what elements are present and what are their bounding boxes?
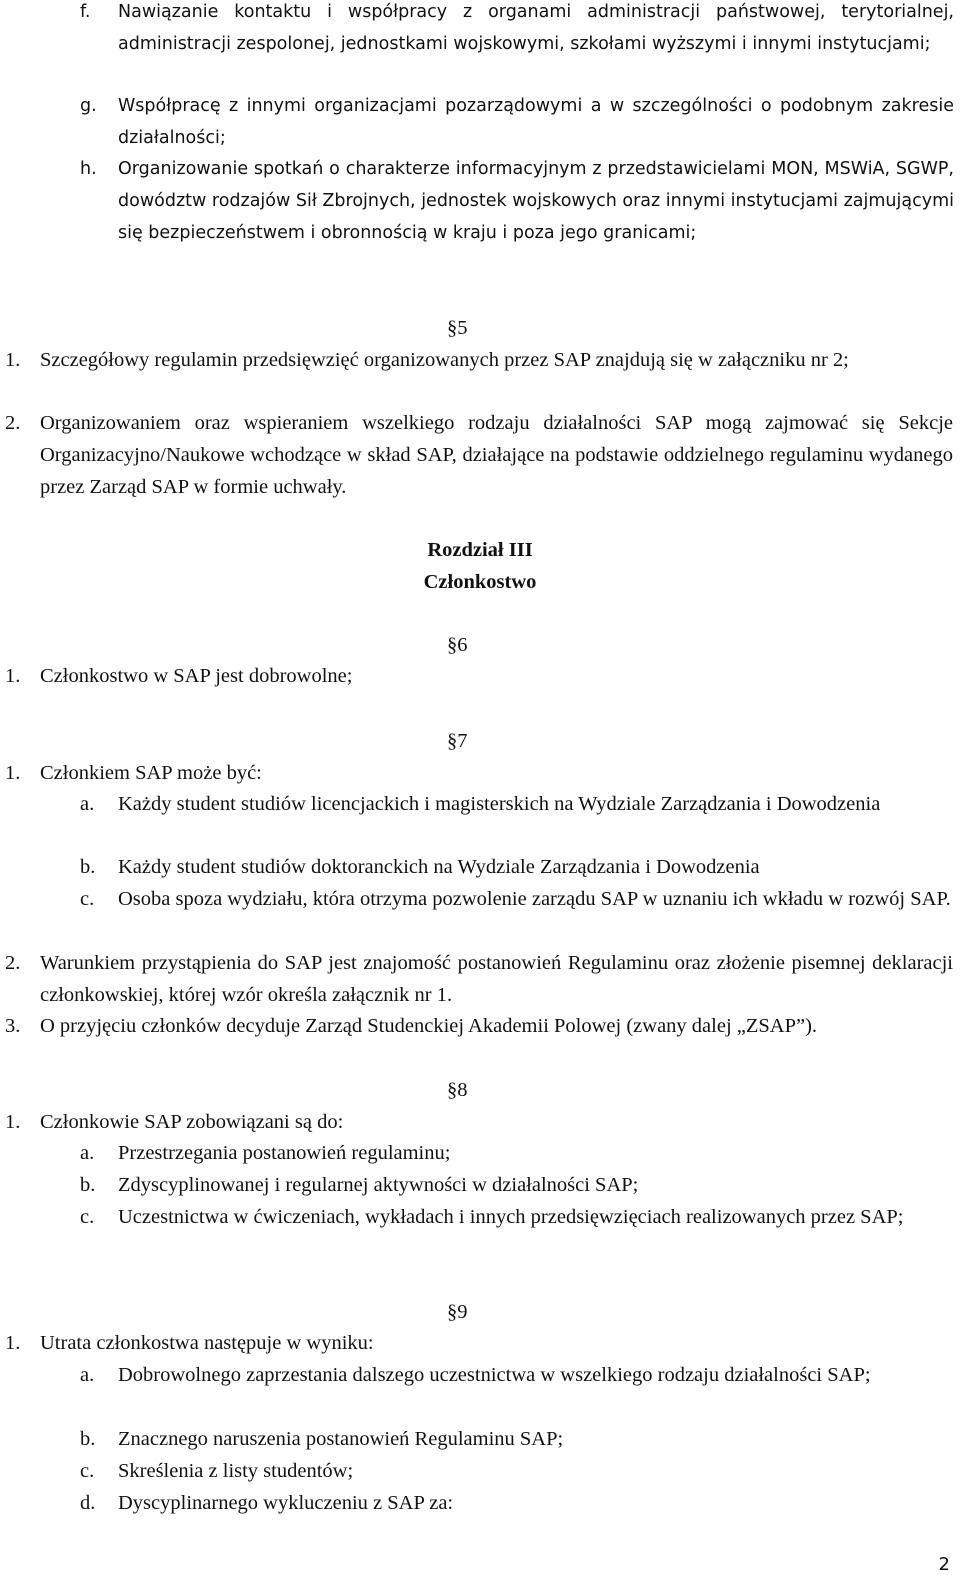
list-marker: c. — [80, 888, 95, 910]
paragraph-heading-5: §5 — [447, 317, 468, 339]
sub-list-item — [80, 1137, 954, 1169]
list-item — [5, 660, 953, 692]
list-marker: 3. — [5, 1015, 21, 1037]
list-item-text: Przestrzegania postanowień regulaminu; — [118, 1142, 451, 1164]
list-item-text: Utrata członkostwa następuje w wyniku: — [40, 1332, 374, 1354]
paragraph-heading-8: §8 — [447, 1079, 468, 1101]
sub-list-item — [80, 883, 954, 947]
list-item-text: Osoba spoza wydziału, która otrzyma pozwolenie zarządu SAP w uznaniu ich wkładu w rozwój SAP. — [118, 888, 951, 910]
list-item-text: Członkiem SAP może być: — [40, 762, 262, 784]
list-item-text: Organizowanie spotkań o charakterze informacyjnym z przedstawicielami MON, MSWiA, SGWP, dowództw rodzajów Sił Zbrojnych, jednostek wojskowych oraz innymi instytucjami zajmującymi się bezpieczeństwem i obronnością w kraju i poza jego granicami; — [118, 159, 954, 243]
list-item-g — [80, 90, 954, 154]
list-item — [5, 947, 953, 1011]
sub-list-item — [80, 1423, 954, 1455]
list-marker: 1. — [5, 349, 21, 371]
sub-list-item — [80, 1169, 954, 1201]
list-item — [5, 1010, 953, 1042]
list-marker: b. — [80, 1174, 96, 1196]
paragraph-heading-9: §9 — [447, 1301, 468, 1323]
list-item-text: Uczestnictwa w ćwiczeniach, wykładach i innych przedsięwzięciach realizowanych przez SAP; — [118, 1206, 904, 1228]
list-marker: 1. — [5, 665, 21, 687]
chapter-subtitle: Członkostwo — [423, 571, 537, 593]
list-item-text: Współpracę z innymi organizacjami pozarządowymi a w szczególności o podobnym zakresie działalności; — [118, 96, 954, 148]
list-item-text: Zdyscyplinowanej i regularnej aktywności w działalności SAP; — [118, 1174, 639, 1196]
list-marker: g. — [80, 96, 97, 116]
sub-list-item — [80, 1201, 954, 1265]
paragraph-heading-7: §7 — [447, 730, 468, 752]
sub-list-item — [80, 1487, 954, 1519]
list-marker: a. — [80, 1142, 95, 1164]
list-item — [5, 344, 953, 408]
list-marker: 2. — [5, 952, 21, 974]
list-item-text: Znacznego naruszenia postanowień Regulaminu SAP; — [118, 1428, 564, 1450]
list-item-text: Szczegółowy regulamin przedsięwzięć organizowanych przez SAP znajdują się w załączniku nr 2; — [40, 349, 849, 371]
list-marker: a. — [80, 1364, 95, 1386]
list-marker: 2. — [5, 412, 21, 434]
sub-list-item — [80, 788, 954, 852]
chapter-title: Rozdział III — [427, 539, 533, 561]
list-marker: b. — [80, 856, 96, 878]
list-item-text: Członkostwo w SAP jest dobrowolne; — [40, 665, 353, 687]
list-item — [5, 1106, 953, 1138]
list-item-text: Dyscyplinarnego wykluczeniu z SAP za: — [118, 1492, 454, 1514]
sub-list-item — [80, 1359, 954, 1423]
list-marker: c. — [80, 1206, 95, 1228]
list-marker: c. — [80, 1460, 95, 1482]
list-item-text: Każdy student studiów licencjackich i magisterskich na Wydziale Zarządzania i Dowodzenia — [118, 793, 881, 815]
sub-list-item — [80, 1455, 954, 1487]
list-item-text: Skreślenia z listy studentów; — [118, 1460, 354, 1482]
list-item-text: Organizowaniem oraz wspieraniem wszelkiego rodzaju działalności SAP mogą zajmować się Sekcje Organizacyjno/Naukowe wchodzące w skład SAP, działające na podstawie oddzielnego regulaminu wydanego przez Zarząd SAP w formie uchwały. — [40, 412, 953, 498]
list-item-text: O przyjęciu członków decyduje Zarząd Studenckiej Akademii Polowej (zwany dalej „ZSAP”). — [40, 1015, 818, 1037]
list-item — [5, 407, 953, 503]
list-item-text: Warunkiem przystąpienia do SAP jest znajomość postanowień Regulaminu oraz złożenie pisemnej deklaracji członkowskiej, której wzór określa załącznik nr 1. — [40, 952, 953, 1006]
list-marker: 1. — [5, 1332, 21, 1354]
page-number: 2 — [938, 1554, 950, 1575]
list-marker: b. — [80, 1428, 96, 1450]
list-item — [5, 757, 953, 789]
list-item — [5, 1327, 953, 1359]
list-item-text: Dobrowolnego zaprzestania dalszego uczestnictwa w wszelkiego rodzaju działalności SAP; — [118, 1364, 871, 1386]
list-item-text: Każdy student studiów doktoranckich na Wydziale Zarządzania i Dowodzenia — [118, 856, 760, 878]
list-item-f — [80, 0, 954, 92]
list-marker: 1. — [5, 1111, 21, 1133]
list-item-text: Członkowie SAP zobowiązani są do: — [40, 1111, 344, 1133]
list-marker: d. — [80, 1492, 96, 1514]
list-marker: a. — [80, 793, 95, 815]
list-item-h — [80, 153, 954, 281]
list-marker: 1. — [5, 762, 21, 784]
list-item-text: Nawiązanie kontaktu i współpracy z organami administracji państwowej, terytorialnej, administracji zespolonej, jednostkami wojskowymi, szkołami wyższymi i innymi instytucjami; — [118, 2, 954, 54]
list-marker: f. — [80, 2, 91, 22]
paragraph-heading-6: §6 — [447, 634, 468, 656]
list-marker: h. — [80, 159, 97, 179]
sub-list-item — [80, 851, 954, 883]
